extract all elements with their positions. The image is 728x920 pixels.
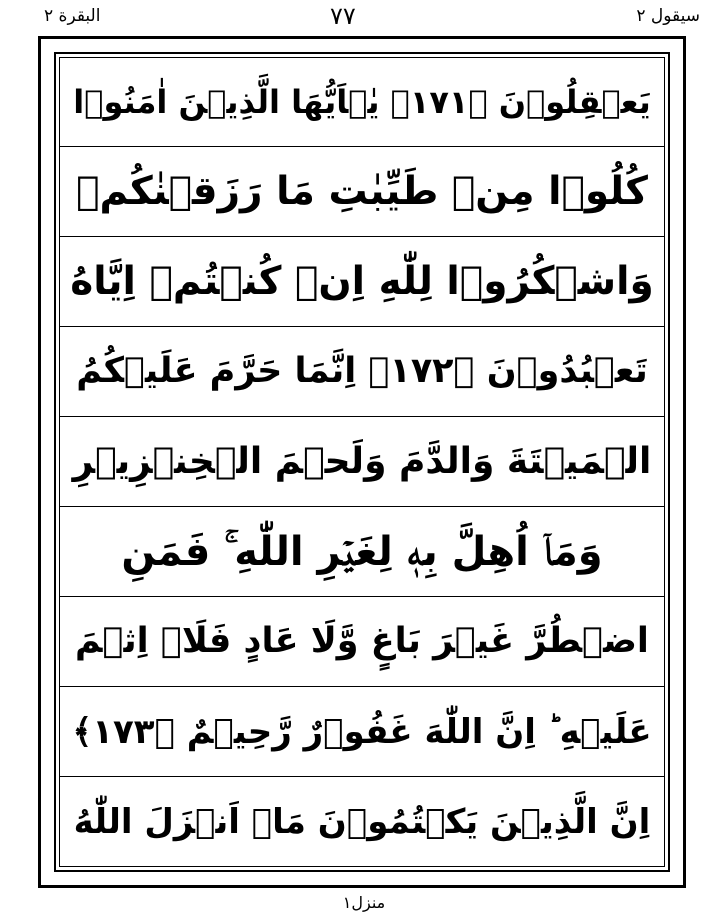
verse-line	[59, 147, 665, 237]
verse-lines	[59, 57, 665, 867]
verse-line-text: وَمَاۤ اُهِلَّ بِهٖ لِغَيۡرِ اللّٰهِ ۚ فَمَنِ	[121, 528, 603, 575]
verse-line	[59, 237, 665, 327]
verse-line-text: اِنَّ الَّذِيۡنَ يَكۡتُمُوۡنَ مَاۤ اَنۡزَلَ اللّٰهُ	[73, 802, 651, 842]
juz-name: سيقول ٢	[636, 6, 700, 26]
page-number: ٧٧	[330, 2, 356, 30]
manzil-label: منزل١	[342, 893, 386, 912]
verse-line	[59, 507, 665, 597]
verse-line	[59, 417, 665, 507]
verse-line-text: تَعۡبُدُوۡنَ ﴿١٧٢﴾ اِنَّمَا حَرَّمَ عَلَيۡكُمُ	[76, 351, 648, 391]
verse-line	[59, 777, 665, 867]
verse-line-text: اضۡطُرَّ غَيۡرَ بَاغٍ وَّلَا عَادٍ فَلَاۤ اِثۡمَ	[75, 621, 649, 661]
verse-line	[59, 687, 665, 777]
verse-line-text: وَاشۡكُرُوۡا لِلّٰهِ اِنۡ كُنۡتُمۡ اِيَّاهُ	[70, 259, 654, 304]
page-header	[0, 0, 728, 34]
verse-line	[59, 327, 665, 417]
verse-line-text: يَعۡقِلُوۡنَ ﴿١٧١﴾ يٰۤاَيُّهَا الَّذِيۡنَ اٰمَنُوۡا	[73, 82, 651, 121]
verse-line-text: عَلَيۡهِ ؕ اِنَّ اللّٰهَ غَفُوۡرٌ رَّحِيۡمٌ ﴿١٧٣﴾	[72, 711, 652, 752]
verse-line	[59, 57, 665, 147]
verse-line	[59, 597, 665, 687]
surah-name: البقرة ٢	[44, 6, 101, 26]
verse-line-text: كُلُوۡا مِنۡ طَيِّبٰتِ مَا رَزَقۡنٰكُمۡ	[76, 169, 648, 214]
verse-line-text: الۡمَيۡتَةَ وَالدَّمَ وَلَحۡمَ الۡخِنۡزِيۡرِ	[72, 440, 652, 482]
